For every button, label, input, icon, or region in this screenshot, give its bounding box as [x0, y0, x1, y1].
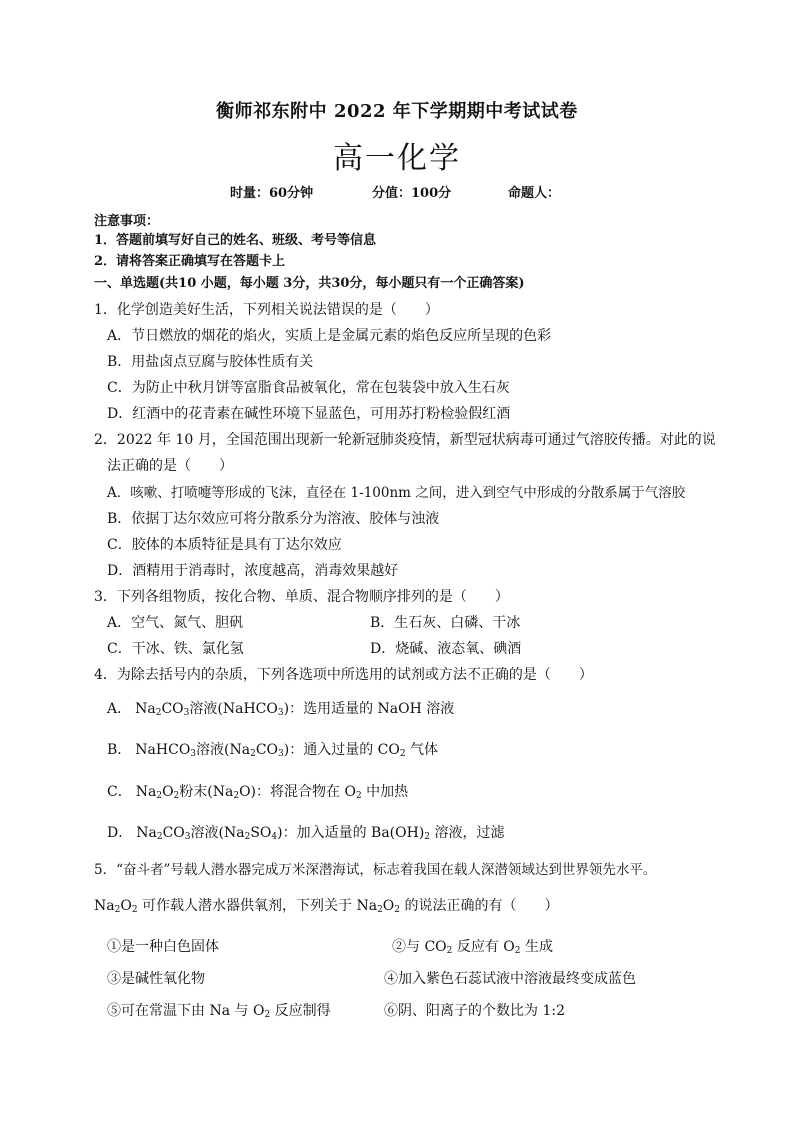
exam-time: 时量：60分钟 [230, 186, 314, 201]
notes-heading: 注意事项： [94, 214, 160, 229]
question-4-option-a: A． $Na_2CO_3$溶液(NaHCO$_3$)：选用适量的 NaOH 溶液 [107, 701, 455, 718]
question-2-stem-continued: 法正确的是（ ） [107, 458, 233, 474]
exam-author: 命题人： [508, 186, 561, 201]
question-4-option-c: C． $Na_2O_2$粉末$(Na_2O)$：将混合物在 $O_2$ 中加热 [107, 784, 409, 801]
question-5-item-6: ⑥阴、阳离子的个数比为 1:2 [384, 1003, 565, 1019]
question-4-option-d: D． $Na_2CO_3$溶液$(Na_2SO_4)$：加入适量的 $Ba(OH)_2$ 溶液，过滤 [107, 825, 505, 842]
school-exam-title: 衡师祁东附中 2022 年下学期期中考试试卷 [216, 101, 578, 122]
question-1-option-b: B．用盐卤点豆腐与胶体性质有关 [107, 354, 314, 370]
question-4-option-b: B． NaHCO$_3$溶液$(Na_2CO_3)$：通入过量的 $CO_2$ 气体 [107, 742, 439, 759]
question-3-option-c: C．干冰、铁、氯化氢 [107, 641, 244, 657]
note-item: 2．请将答案正确填写在答题卡上 [94, 254, 286, 269]
question-2-option-a: A．咳嗽、打喷嚏等形成的飞沫，直径在 1-100nm 之间，进入到空气中形成的分散系属于气溶胶 [107, 485, 686, 501]
question-1-stem: 1．化学创造美好生活，下列相关说法错误的是（ ） [94, 302, 439, 318]
question-1-option-d: D．红酒中的花青素在碱性环境下显蓝色，可用苏打粉检验假红酒 [107, 406, 511, 422]
question-2-option-c: C．胶体的本质特征是具有丁达尔效应 [107, 537, 342, 553]
exam-score: 分值：100分 [372, 186, 452, 201]
question-5-item-5: ⑤可在常温下由 Na 与 $O_2$ 反应制得 [107, 1003, 331, 1020]
question-3-stem: 3．下列各组物质，按化合物、单质、混合物顺序排列的是（ ） [94, 589, 509, 605]
question-5-item-4: ④加入紫色石蕊试液中溶液最终变成蓝色 [384, 971, 636, 987]
question-5-item-1: ①是一种白色固体 [107, 939, 219, 955]
question-4-stem: 4．为除去括号内的杂质，下列各选项中所选用的试剂或方法不正确的是（ ） [94, 667, 593, 683]
note-item: 1．答题前填写好自己的姓名、班级、考号等信息 [94, 233, 377, 248]
question-5-item-2: ②与 $CO_2$ 反应有 $O_2$ 生成 [392, 939, 553, 956]
question-1-option-a: A．节日燃放的烟花的焰火，实质上是金属元素的焰色反应所呈现的色彩 [107, 328, 552, 344]
question-5-stem: 5．“奋斗者”号载人潜水器完成万米深潜海试，标志着我国在载人深潜领域达到世界领先水平。 [94, 862, 657, 878]
question-3-option-d: D．烧碱、液态氧、碘酒 [370, 641, 522, 657]
question-2-option-d: D．酒精用于消毒时，浓度越高，消毒效果越好 [107, 563, 399, 579]
question-5-item-3: ③是碱性氧化物 [107, 971, 205, 987]
section-title: 一、单选题(共10 小题，每小题 3分，共30分，每小题只有一个正确答案) [94, 276, 525, 291]
question-2-stem: 2．2022 年 10 月，全国范围出现新一轮新冠肺炎疫情，新型冠状病毒可通过气溶胶传播。对此的说 [94, 432, 716, 448]
question-3-option-b: B．生石灰、白磷、干冰 [370, 615, 521, 631]
subject-title: 高一化学 [333, 141, 461, 176]
question-3-option-a: A．空气、氮气、胆矾 [107, 615, 244, 631]
question-1-option-c: C．为防止中秋月饼等富脂食品被氧化，常在包装袋中放入生石灰 [107, 380, 510, 396]
question-2-option-b: B．依据丁达尔效应可将分散系分为溶液、胶体与浊液 [107, 511, 440, 527]
question-5-stem-continued: $Na_2O_2$ 可作载人潜水器供氧剂，下列关于 $Na_2O_2$ 的说法正确的有（ ） [94, 898, 559, 915]
